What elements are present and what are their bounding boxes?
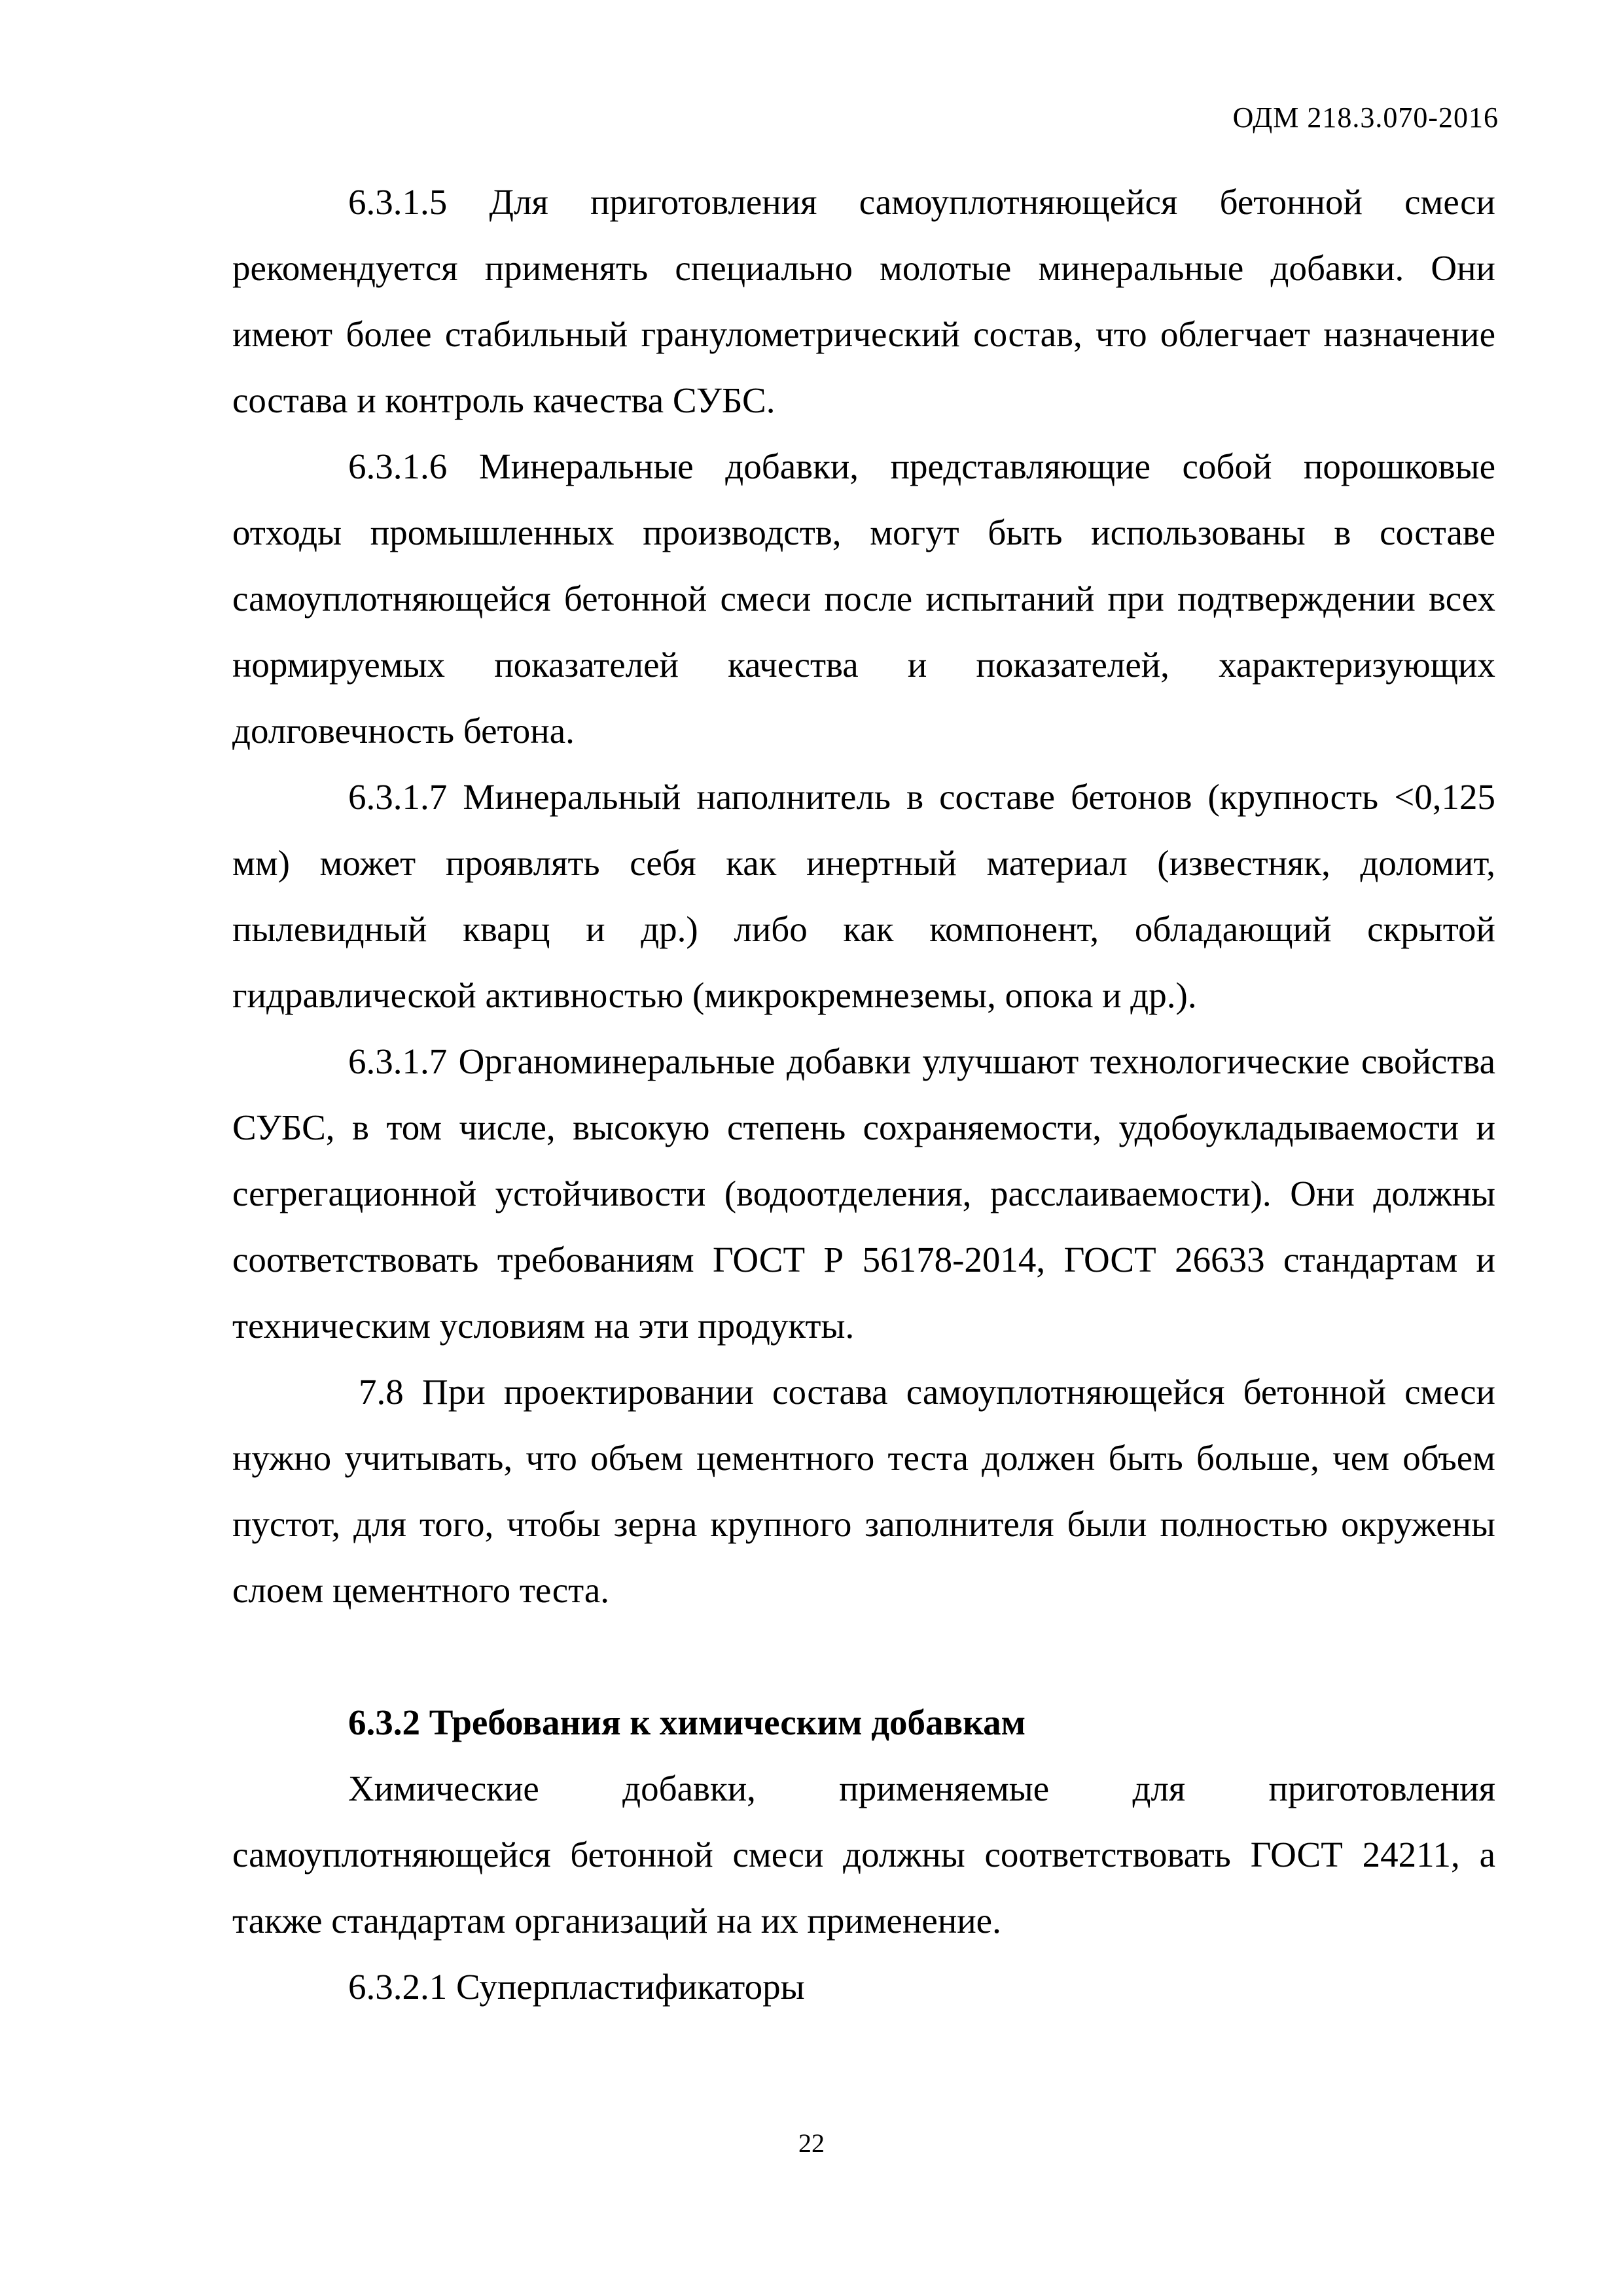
blank-line [232,1623,1495,1689]
subheading-6-3-2-1: 6.3.2.1 Суперпластификаторы [348,1967,805,2007]
paragraph-chemical-additives: Химические добавки, применяемые для приготовления самоуплотняющейся бетонной смеси должны соответствовать ГОСТ 24211, а также стандартам организаций на их применение. [232,1768,1495,1941]
paragraph-6-3-1-5: 6.3.1.5 Для приготовления самоуплотняющейся бетонной смеси рекомендуется применять специально молотые минеральные добавки. Они имеют более стабильный гранулометрический состав, что облегчает назначение состава и контроль качества СУБС. [232,182,1495,420]
section-heading-6-3-2: 6.3.2 Требования к химическим добавкам [348,1702,1026,1742]
paragraph-6-3-1-6: 6.3.1.6 Минеральные добавки, представляющие собой порошковые отходы промышленных производств, могут быть использованы в составе самоуплотняющейся бетонной смеси после испытаний при подтверждении всех нормируемых показателей качества и показателей, характеризующих долговечность бетона. [232,446,1495,751]
document-code: ОДМ 218.3.070-2016 [1232,101,1499,134]
paragraph-6-3-1-7-filler: 6.3.1.7 Минеральный наполнитель в составе бетонов (крупность <0,125 мм) может проявлять себя как инертный материал (известняк, доломит, пылевидный кварц и др.) либо как компонент, обладающий скрытой гидравлической активностью (микрокремнеземы, опока и др.). [232,777,1495,1015]
page-number: 22 [798,2128,825,2158]
paragraph-6-3-1-7-organomineral: 6.3.1.7 Органоминеральные добавки улучшают технологические свойства СУБС, в том числе, высокую степень сохраняемости, удобоукладываемости и сегрегационной устойчивости (водоотделения, расслаиваемости). Они должны соответствовать требованиям ГОСТ Р 56178-2014, ГОСТ 26633 стандартам и техническим условиям на эти продукты. [232,1041,1495,1346]
paragraph-7-8: 7.8 При проектировании состава самоуплотняющейся бетонной смеси нужно учитывать, что объем цементного теста должен быть больше, чем объем пустот, для того, чтобы зерна крупного заполнителя были полностью окружены слоем цементного теста. [232,1372,1495,1610]
document-body [232,169,1495,2020]
